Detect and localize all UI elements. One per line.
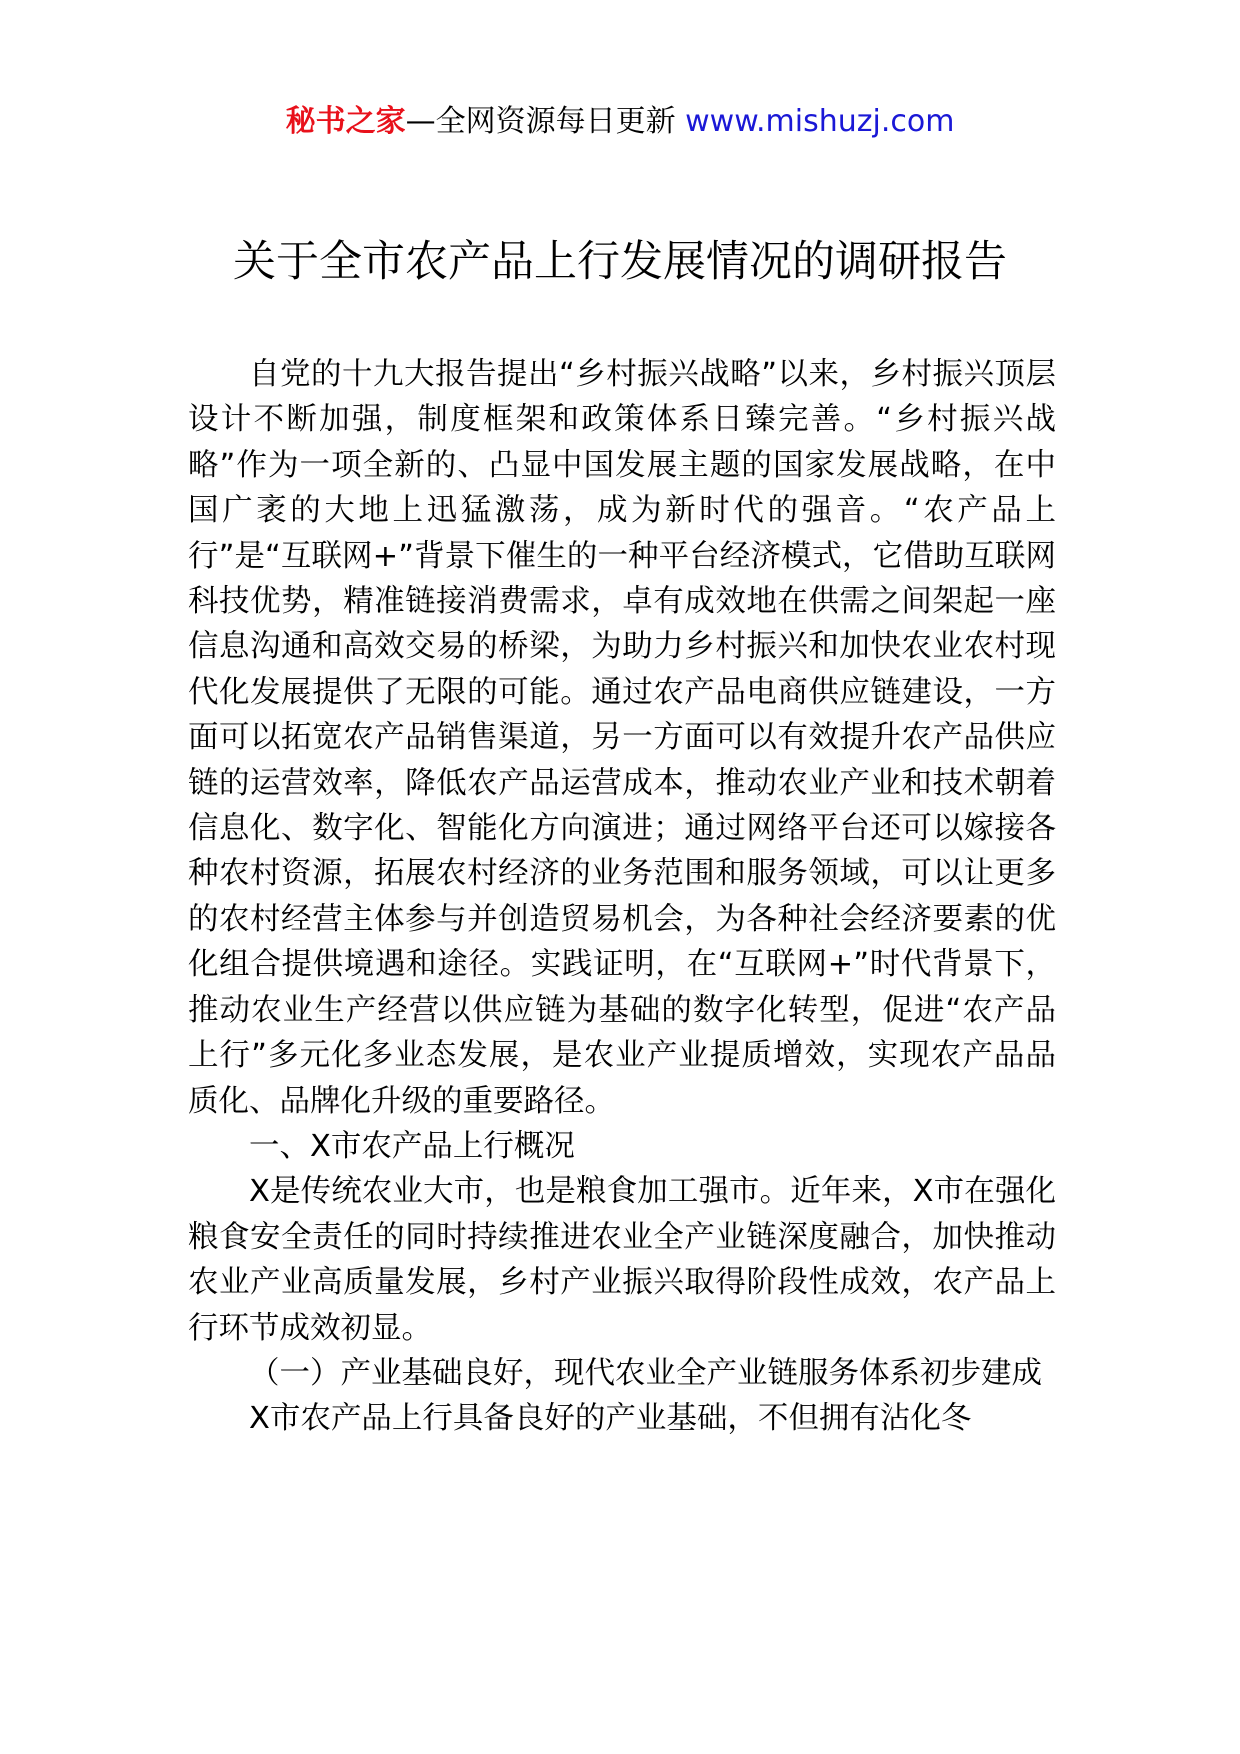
section-heading: 一、X市农产品上行概况 — [249, 1128, 575, 1164]
site-header — [0, 102, 1240, 142]
subsection-paragraph: X市农产品上行具备良好的产业基础，不但拥有沾化冬 — [249, 1401, 972, 1437]
section-paragraph: X是传统农业大市，也是粮食加工强市。近年来，X市在强化粮食安全责任的同时持续推进农业全产业链深度融合，加快推动农业产业高质量发展，乡村产业振兴取得阶段性成效，农产品上行环节成效初显。 — [188, 1174, 1056, 1346]
site-url-link[interactable]: www.mishuzj.com — [685, 104, 955, 139]
subsection-heading: （一）产业基础良好，现代农业全产业链服务体系初步建成 — [249, 1355, 1042, 1391]
document-body — [188, 352, 1056, 1442]
brand-name: 秘书之家 — [285, 104, 406, 139]
document-title: 关于全市农产品上行发展情况的调研报告 — [233, 237, 1007, 287]
intro-paragraph: 自党的十九大报告提出“乡村振兴战略”以来，乡村振兴顶层设计不断加强，制度框架和政策体系日臻完善。“乡村振兴战略”作为一项全新的、凸显中国发展主题的国家发展战略，在中国广袤的大地上迅猛激荡，成为新时代的强音。“农产品上行”是“互联网+”背景下催生的一种平台经济模式，它借助互联网科技优势，精准链接消费需求，卓有成效地在供需之间架起一座信息沟通和高效交易的桥梁，为助力乡村振兴和加快农业农村现代化发展提供了无限的可能。通过农产品电商供应链建设，一方面可以拓宽农产品销售渠道，另一方面可以有效提升农产品供应链的运营效率，降低农产品运营成本，推动农业产业和技术朝着信息化、数字化、智能化方向演进；通过网络平台还可以嫁接各种农村资源，拓展农村经济的业务范围和服务领域，可以让更多的农村经营主体参与并创造贸易机会，为各种社会经济要素的优化组合提供境遇和途径。实践证明，在“互联网+”时代背景下，推动农业生产经营以供应链为基础的数字化转型，促进“农产品上行”多元化多业态发展，是农业产业提质增效，实现农产品品质化、品牌化升级的重要路径。 — [188, 357, 1056, 1119]
header-tagline: —全网资源每日更新 — [405, 104, 686, 139]
